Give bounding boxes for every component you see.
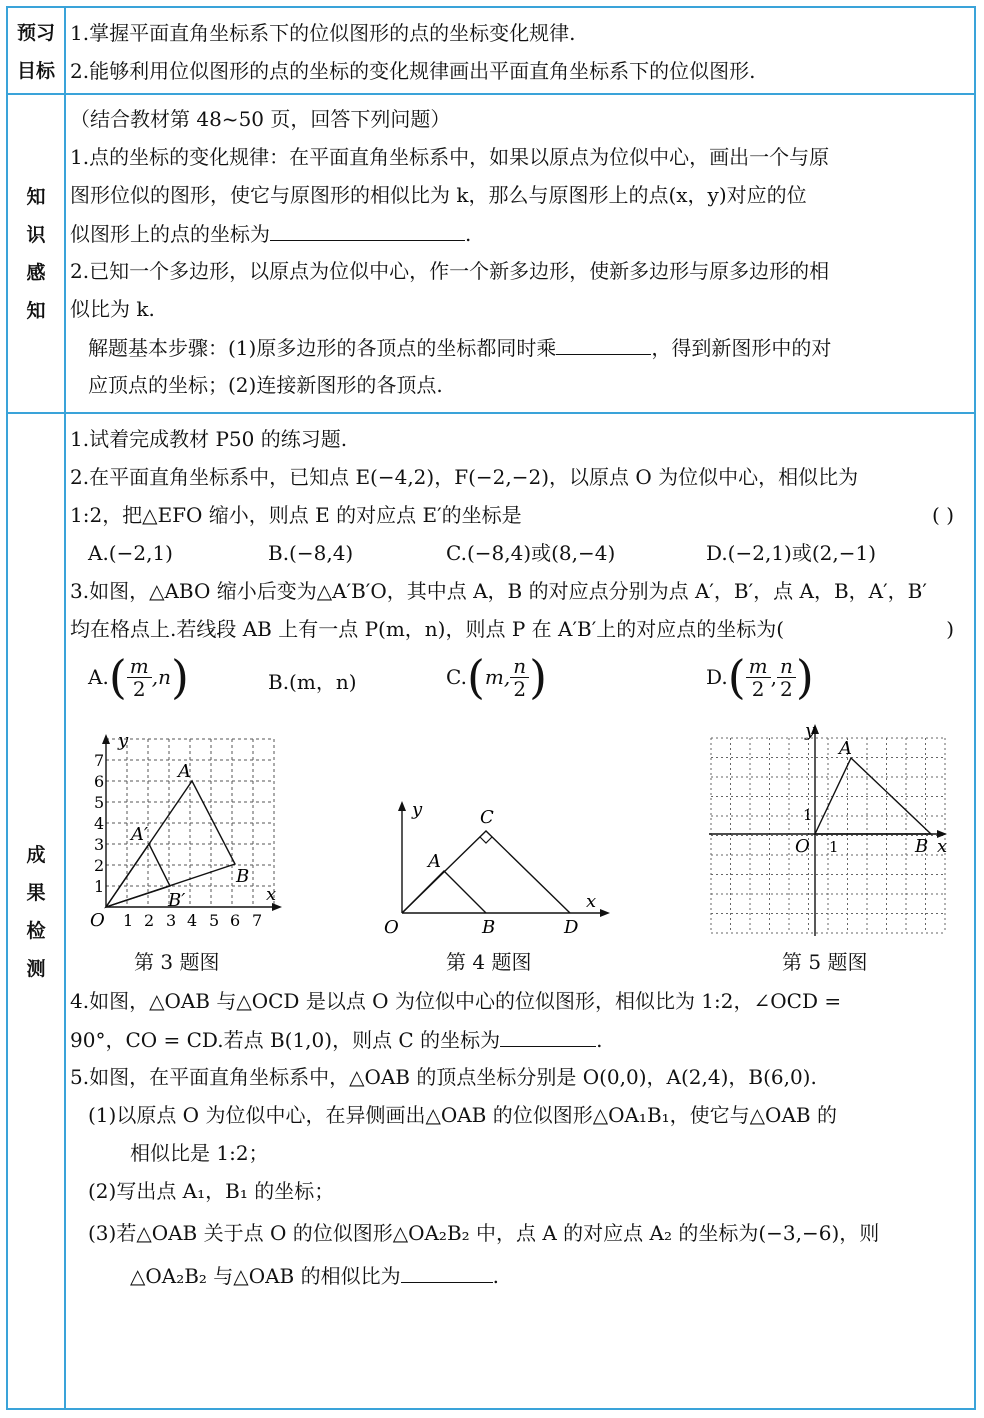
point-A-label: A (839, 738, 852, 759)
preview-goal-2: 2.能够利用位似图形的点的坐标的变化规律画出平面直角坐标系下的位似图形. (70, 59, 756, 83)
label-column-divider (64, 6, 66, 1410)
check-q5-line2: (1)以原点 O 为位似中心，在异侧画出△OAB 的位似图形△OA₁B₁，使它与△OAB 的 (88, 1103, 837, 1127)
x-label: x (937, 836, 948, 857)
y-label: y (805, 720, 816, 741)
y-label: y (412, 799, 423, 820)
figure-3-caption: 第 3 题图 (134, 950, 220, 974)
text: ,n (151, 665, 171, 689)
point-B1-label: B′ (168, 890, 186, 911)
paren-glyph: ) (170, 650, 189, 704)
text: ，得到新图形中的对 (651, 336, 832, 360)
x-tick: 5 (209, 911, 220, 930)
x-tick-labels (123, 911, 262, 930)
label-char: 知 (26, 300, 46, 322)
label-char: 识 (26, 224, 46, 246)
numerator: n (510, 655, 529, 678)
section-label-preview (8, 14, 64, 90)
y-tick: 7 (94, 751, 105, 770)
answer-blank[interactable] (270, 214, 465, 241)
label-text: 目标 (16, 60, 55, 82)
check-q5-line1: 5.如图，在平面直角坐标系中，△OAB 的顶点坐标分别是 O(0,0)，A(2,4)，B(6,0). (70, 1065, 817, 1089)
option-a[interactable]: A.(−2,1) (88, 541, 173, 565)
answer-blank[interactable] (401, 1256, 493, 1283)
figure-3 (86, 730, 286, 935)
fraction (127, 655, 152, 700)
fraction (510, 655, 529, 700)
origin-label: O (90, 910, 105, 931)
option-c[interactable] (446, 650, 547, 704)
paren-glyph: ( (727, 650, 746, 704)
text: △OA₂B₂ 与△OAB 的相似比为 (130, 1264, 401, 1288)
fraction (746, 655, 771, 700)
text: 1:2，把△EFO 缩小，则点 E 的对应点 E′的坐标是 (70, 503, 522, 527)
x-tick: 2 (144, 911, 155, 930)
knowledge-q1-line2: 图形位似的图形，使它与原图形的相似比为 k，那么与原图形上的点(x，y)对应的位 (70, 183, 807, 207)
label-char: 果 (26, 882, 46, 904)
check-q5-line3: 相似比是 1:2； (130, 1141, 269, 1165)
x-label: x (266, 884, 277, 905)
option-b[interactable] (268, 666, 357, 695)
check-q5-line5: (3)若△OAB 关于点 O 的位似图形△OA₂B₂ 中，点 A 的对应点 A₂ 的坐标为(−3,−6)，则 (88, 1221, 880, 1245)
origin-label: O (384, 917, 399, 938)
grid-lines (711, 738, 948, 933)
paren-glyph: ( (108, 650, 127, 704)
text: D. (706, 665, 728, 689)
origin-label: O (795, 836, 810, 857)
x-axis-arrow (600, 909, 610, 917)
figure-4-caption: 第 4 题图 (446, 950, 532, 974)
figure-4 (376, 795, 616, 940)
x-tick: 3 (166, 911, 177, 930)
section-label-knowledge (8, 178, 64, 330)
knowledge-q2-line1: 2.已知一个多边形，以原点为位似中心，作一个新多边形，使新多边形与原多边形的相 (70, 259, 830, 283)
answer-blank[interactable] (556, 328, 651, 355)
figure-5-caption: 第 5 题图 (782, 950, 868, 974)
point-D-label: D (564, 917, 579, 938)
x-label: x (586, 891, 597, 912)
check-q5-line4: (2)写出点 A₁，B₁ 的坐标； (88, 1179, 335, 1203)
denominator: 2 (513, 676, 527, 701)
text: 90°，CO = CD.若点 B(1,0)，则点 C 的坐标为 (70, 1028, 501, 1052)
x-unit-label: 1 (829, 838, 839, 856)
paren-glyph: ( (466, 650, 485, 704)
fraction (777, 655, 796, 700)
option-c[interactable]: C.(−8,4)或(8,−4) (446, 541, 616, 565)
x-tick: 6 (230, 911, 241, 930)
check-q2-line2 (70, 496, 970, 534)
point-B-label: B (915, 836, 929, 857)
y-unit-label: 1 (803, 806, 813, 824)
check-q5-line6 (130, 1256, 970, 1295)
y-tick: 1 (94, 877, 105, 896)
check-q3-options (88, 650, 968, 720)
label-char: 检 (26, 920, 46, 942)
point-A-label: A (178, 761, 191, 782)
option-d[interactable] (706, 650, 814, 704)
paren-glyph: ) (529, 650, 548, 704)
right-angle-mark (480, 837, 492, 843)
triangle-OAB (402, 871, 486, 913)
denominator: 2 (780, 676, 793, 701)
check-q3-line2 (70, 610, 970, 648)
text: 解题基本步骤：(1)原多边形的各顶点的坐标都同时乘 (88, 336, 557, 360)
paren-glyph: ) (795, 650, 814, 704)
triangle-A1B1O (106, 844, 170, 907)
text: . (492, 1264, 499, 1288)
check-q3-line1: 3.如图，△ABO 缩小后变为△A′B′O，其中点 A，B 的对应点分别为点 A′，B′，点 A，B，A′，B′ (70, 579, 927, 603)
denominator: 2 (751, 676, 765, 701)
text: . (465, 222, 472, 246)
label-char: 测 (26, 958, 46, 980)
option-d[interactable]: D.(−2,1)或(2,−1) (706, 541, 877, 565)
y-tick: 5 (94, 793, 105, 812)
knowledge-q2-line4: 应顶点的坐标；(2)连接新图形的各顶点. (88, 373, 443, 397)
point-A1-label: A′ (131, 824, 149, 845)
text: A. (88, 665, 109, 689)
label-text: 预习 (16, 22, 55, 44)
point-B-label: B (482, 917, 496, 938)
knowledge-q2-line3 (88, 328, 970, 367)
text: C. (446, 665, 467, 689)
label-char: 感 (26, 262, 46, 284)
label-char: 知 (26, 186, 46, 208)
numerator: n (777, 655, 796, 678)
check-q4-line1: 4.如图，△OAB 与△OCD 是以点 O 为位似中心的位似图形，相似比为 1:2，∠OCD = (70, 989, 842, 1013)
x-tick: 7 (252, 911, 263, 930)
knowledge-q1-line1: 1.点的坐标的变化规律：在平面直角坐标系中，如果以原点为位似中心，画出一个与原 (70, 145, 830, 169)
y-label: y (118, 730, 129, 751)
text: B.(m，n) (268, 670, 357, 694)
section-label-check (8, 836, 64, 988)
text: 均在格点上.若线段 AB 上有一点 P(m，n)，则点 P 在 A′B′上的对应点的坐标为( (70, 617, 785, 641)
label-char: 成 (26, 844, 46, 866)
option-b[interactable]: B.(−8,4) (268, 541, 354, 565)
numerator: m (746, 655, 771, 678)
option-a[interactable] (88, 650, 189, 704)
point-C-label: C (480, 807, 494, 828)
divider-preview (6, 93, 976, 95)
text: m, (484, 665, 511, 689)
x-tick: 4 (187, 911, 198, 930)
preview-goal-1: 1.掌握平面直角坐标系下的位似图形的点的坐标变化规律. (70, 21, 576, 45)
knowledge-q1-line3 (70, 214, 970, 253)
answer-blank[interactable] (500, 1020, 596, 1047)
y-tick: 3 (94, 835, 105, 854)
divider-knowledge (6, 412, 976, 414)
text: 似图形上的点的坐标为 (70, 222, 270, 246)
y-tick: 2 (94, 856, 105, 875)
y-tick-labels (94, 751, 104, 896)
text: . (596, 1028, 603, 1052)
check-q4-line2 (70, 1020, 970, 1059)
point-B-label: B (236, 866, 250, 887)
check-q1: 1.试着完成教材 P50 的练习题. (70, 427, 348, 451)
x-tick: 1 (123, 911, 134, 930)
knowledge-q2-line2: 似比为 k. (70, 297, 155, 321)
figure-5 (705, 718, 955, 940)
knowledge-intro: （结合教材第 48~50 页，回答下列问题） (70, 107, 451, 131)
denominator: 2 (132, 676, 146, 701)
check-q2-line1: 2.在平面直角坐标系中，已知点 E(−4,2)，F(−2,−2)，以原点 O 为位似中心，相似比为 (70, 465, 859, 489)
answer-paren[interactable]: ) (946, 617, 954, 641)
numerator: m (127, 655, 152, 678)
point-A-label: A (428, 851, 441, 872)
text: , (770, 665, 777, 689)
y-tick: 4 (94, 814, 105, 833)
answer-paren[interactable]: ( ) (932, 503, 954, 527)
y-axis-arrow (398, 801, 406, 811)
y-tick: 6 (94, 772, 105, 791)
